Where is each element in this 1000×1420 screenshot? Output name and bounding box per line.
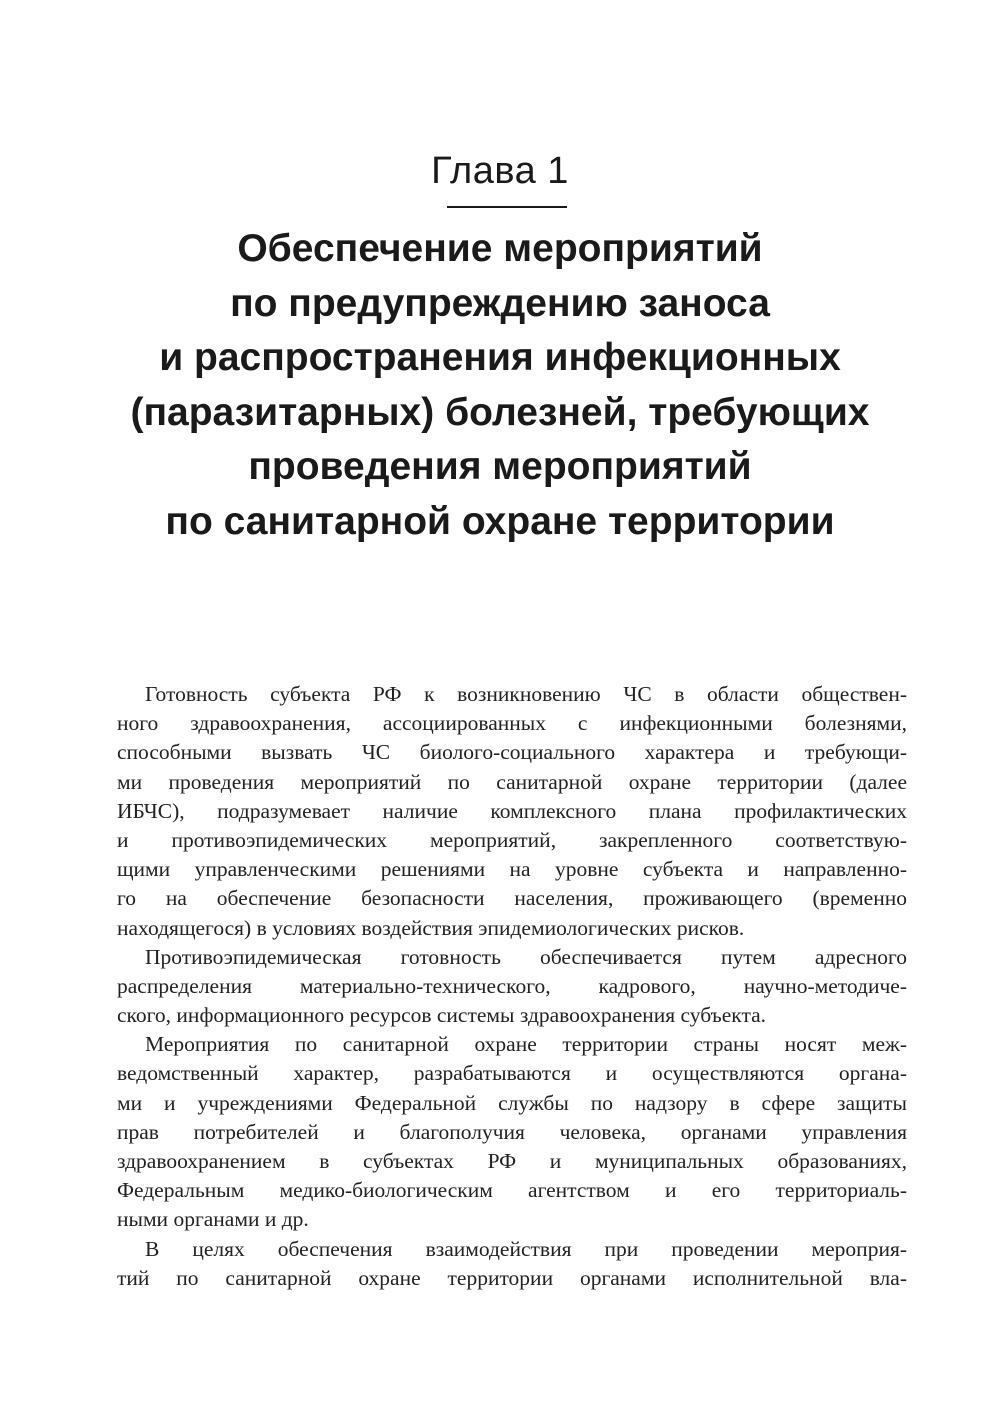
paragraph-interagency-measures [117, 1030, 907, 1234]
chapter-title [60, 222, 940, 549]
text-line: распределения материально-технического, кадрового, научно-методиче- [117, 973, 907, 998]
text-line: щими управленческими решениями на уровне субъекта и направленно- [117, 857, 907, 882]
text-line: ными органами и др. [117, 1207, 309, 1232]
text-line: В целях обеспечения взаимодействия при проведении мероприя- [145, 1236, 907, 1261]
text-line: прав потребителей и благополучия человека, органами управления [117, 1119, 907, 1144]
chapter-label: Глава 1 [431, 150, 569, 192]
text-line: находящегося) в условиях воздействия эпидемиологических рисков. [117, 915, 745, 940]
text-line: ведомственный характер, разрабатываются и осуществляются органа- [117, 1061, 907, 1086]
chapter-title-line: Обеспечение мероприятий [237, 227, 763, 270]
text-line: и противоэпидемических мероприятий, закрепленного соответствую- [117, 827, 907, 852]
text-line: способными вызвать ЧС биолого-социального характера и требующи- [117, 740, 907, 765]
chapter-title-line: по предупреждению заноса [230, 281, 770, 325]
paragraph-interaction [117, 1235, 907, 1293]
text-line: ИБЧС), подразумевает наличие комплексного плана профилактических [117, 798, 907, 823]
text-line: Федеральным медико-биологическим агентством и его территориаль- [117, 1178, 907, 1203]
chapter-title-line: и распространения инфекционных [159, 336, 841, 379]
chapter-title-line: (паразитарных) болезней, требующих [130, 390, 870, 434]
text-line: ского, информационного ресурсов системы здравоохранения субъекта. [117, 1003, 767, 1028]
text-line: Готовность субъекта РФ к возникновению ЧС в области обществен- [145, 682, 907, 706]
paragraph-anti-epidemic-readiness [117, 943, 907, 1031]
text-line: го на обеспечение безопасности населения, проживающего (временно [117, 886, 907, 911]
chapter-title-line: по санитарной охране территории [165, 499, 835, 543]
paragraph-readiness [117, 680, 907, 943]
body-text [117, 680, 907, 1293]
text-line: Противоэпидемическая готовность обеспечивается путем адресного [145, 944, 907, 969]
text-line: тий по санитарной охране территории органами исполнительной вла- [117, 1265, 907, 1290]
text-line: ми и учреждениями Федеральной службы по надзору в сфере защиты [117, 1090, 907, 1115]
text-line: ми проведения мероприятий по санитарной охране территории (далее [117, 769, 907, 794]
text-line: здравоохранением в субъектах РФ и муниципальных образованиях, [117, 1149, 907, 1173]
chapter-title-line: проведения мероприятий [248, 445, 752, 488]
text-line: Мероприятия по санитарной охране территории страны носят меж- [145, 1032, 907, 1057]
chapter-underline-rule [447, 206, 567, 208]
text-line: ного здравоохранения, ассоциированных с инфекционными болезнями, [117, 711, 907, 736]
